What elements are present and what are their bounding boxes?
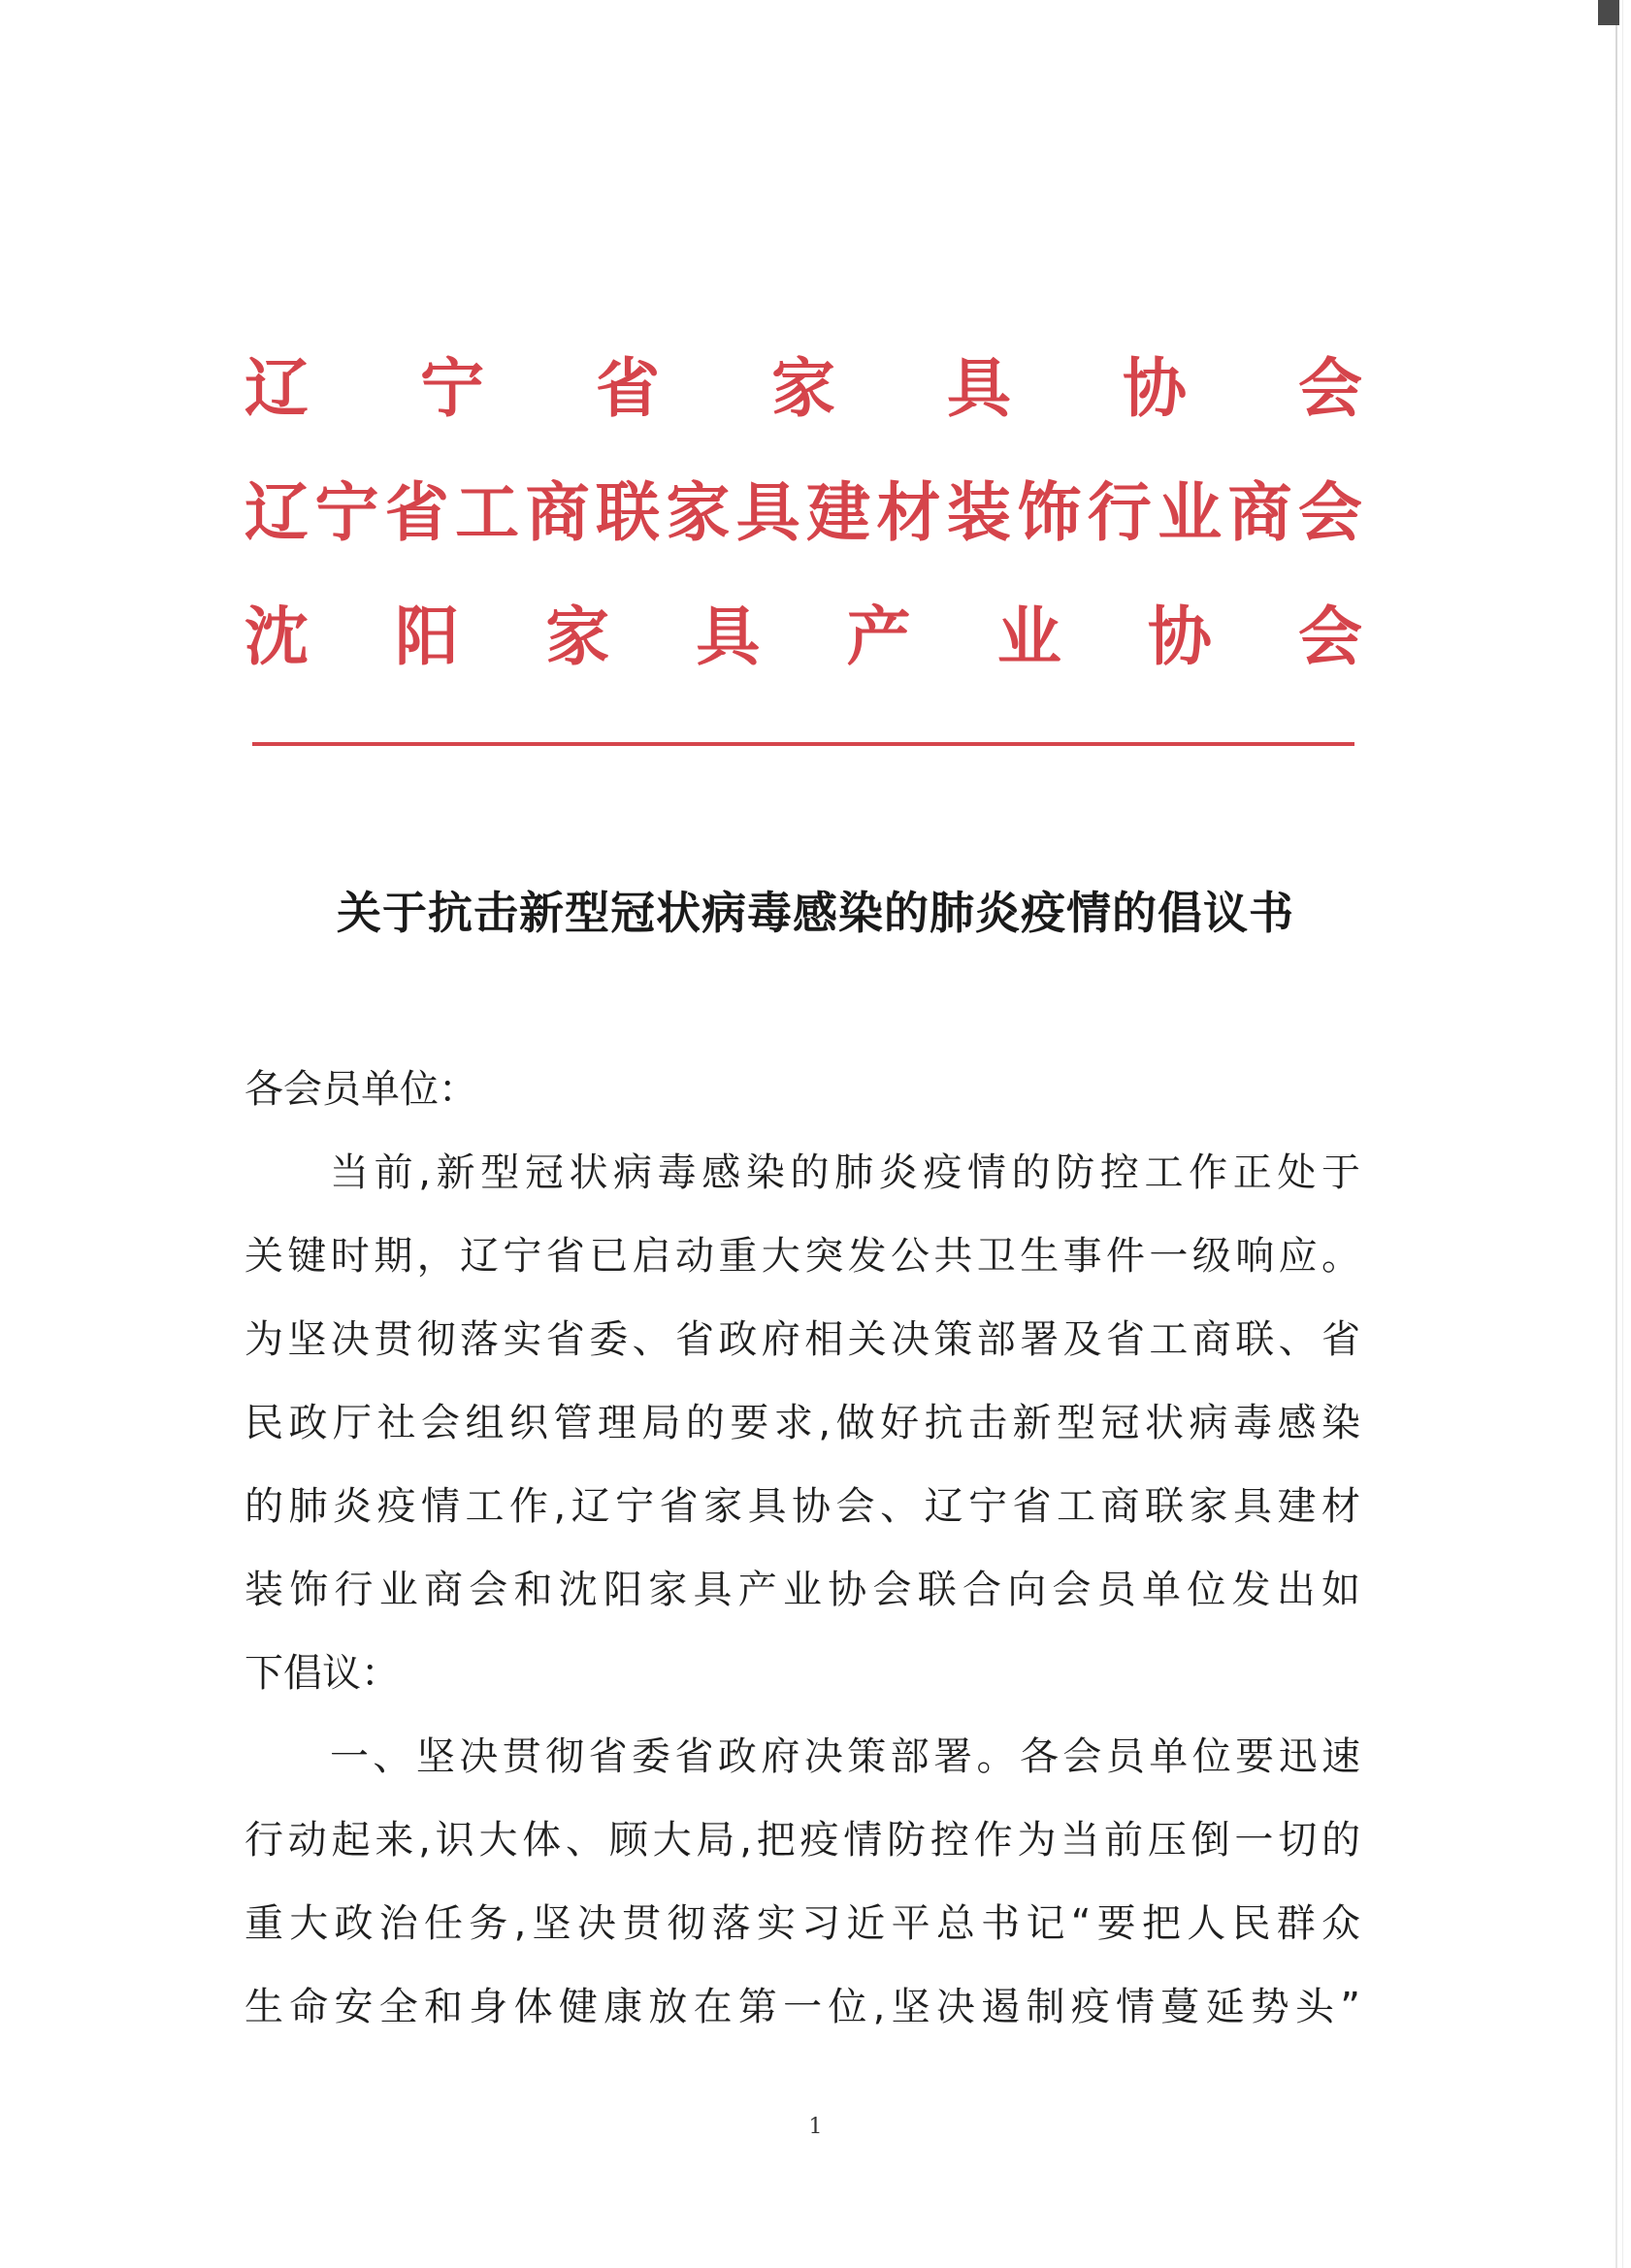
letterhead-char: 会 xyxy=(1298,350,1362,426)
letterhead-char: 辽 xyxy=(245,350,309,426)
body-line: 生命安全和身体健康放在第一位,坚决遏制疫情蔓延势头” xyxy=(245,1985,1360,2029)
letterhead-char: 商 xyxy=(1227,474,1292,550)
letterhead-char: 会 xyxy=(1297,599,1362,674)
letterhead-char: 省 xyxy=(384,474,449,550)
letterhead-line-1 xyxy=(245,335,1362,441)
letterhead-char: 商 xyxy=(525,474,590,550)
letterhead-char: 工 xyxy=(455,474,520,550)
letterhead-char: 家 xyxy=(666,474,731,550)
letterhead-char: 会 xyxy=(1297,474,1362,550)
letterhead-char: 宁 xyxy=(420,350,484,426)
letterhead-char: 家 xyxy=(771,350,835,426)
letterhead-char: 业 xyxy=(1158,474,1223,550)
scan-edge-inner xyxy=(1622,0,1623,2268)
letterhead-char: 产 xyxy=(846,599,911,674)
body-line: 民政厅社会组织管理局的要求,做好抗击新型冠状病毒感染 xyxy=(245,1401,1360,1445)
body-line: 为坚决贯彻落实省委、省政府相关决策部署及省工商联、省 xyxy=(245,1317,1360,1362)
letterhead-char: 业 xyxy=(996,599,1061,674)
letterhead-char: 联 xyxy=(595,474,660,550)
body-line: 当前,新型冠状病毒感染的肺炎疫情的防控工作正处于 xyxy=(330,1150,1360,1195)
letterhead-char: 具 xyxy=(735,474,800,550)
letterhead-char: 具 xyxy=(696,599,761,674)
letterhead-char: 阳 xyxy=(395,599,460,674)
letterhead-char: 建 xyxy=(806,474,871,550)
paragraph-2 xyxy=(245,1715,1360,2049)
letterhead-char: 材 xyxy=(876,474,941,550)
body-line: 的肺炎疫情工作,辽宁省家具协会、辽宁省工商联家具建材 xyxy=(245,1484,1360,1529)
page-number: 1 xyxy=(808,2115,823,2139)
scan-edge xyxy=(1615,0,1617,2268)
letterhead-char: 具 xyxy=(947,350,1011,426)
body-line: 关键时期，辽宁省已启动重大突发公共卫生事件一级响应。 xyxy=(245,1234,1360,1279)
scan-corner-mark xyxy=(1598,0,1619,25)
letterhead-char: 宁 xyxy=(314,474,379,550)
body-line: 行动起来,识大体、顾大局,把疫情防控作为当前压倒一切的 xyxy=(245,1818,1360,1863)
letterhead-line-3 xyxy=(245,583,1362,690)
letterhead-char: 协 xyxy=(1147,599,1212,674)
letterhead-char: 装 xyxy=(946,474,1011,550)
letterhead-divider xyxy=(252,742,1354,746)
body-line: 下倡议： xyxy=(245,1651,400,1696)
salutation: 各会员单位： xyxy=(245,1067,477,1112)
paragraph-1 xyxy=(245,1131,1360,1715)
body-line: 重大政治任务,坚决贯彻落实习近平总书记“要把人民群众 xyxy=(245,1901,1360,1946)
letterhead-line-2 xyxy=(245,459,1362,566)
letterhead-char: 省 xyxy=(596,350,660,426)
body-line: 装饰行业商会和沈阳家具产业协会联合向会员单位发出如 xyxy=(245,1568,1360,1612)
letterhead-char: 协 xyxy=(1123,350,1187,426)
letterhead-char: 沈 xyxy=(245,599,309,674)
letterhead-char: 行 xyxy=(1087,474,1152,550)
body-line: 一、坚决贯彻省委省政府决策部署。各会员单位要迅速 xyxy=(330,1734,1360,1779)
letterhead-char: 家 xyxy=(545,599,610,674)
letterhead xyxy=(245,335,1362,707)
letterhead-char: 饰 xyxy=(1017,474,1082,550)
document-title: 关于抗击新型冠状病毒感染的肺炎疫情的倡议书 xyxy=(337,887,1294,939)
document-body xyxy=(245,1048,1360,2049)
letterhead-char: 辽 xyxy=(245,474,309,550)
